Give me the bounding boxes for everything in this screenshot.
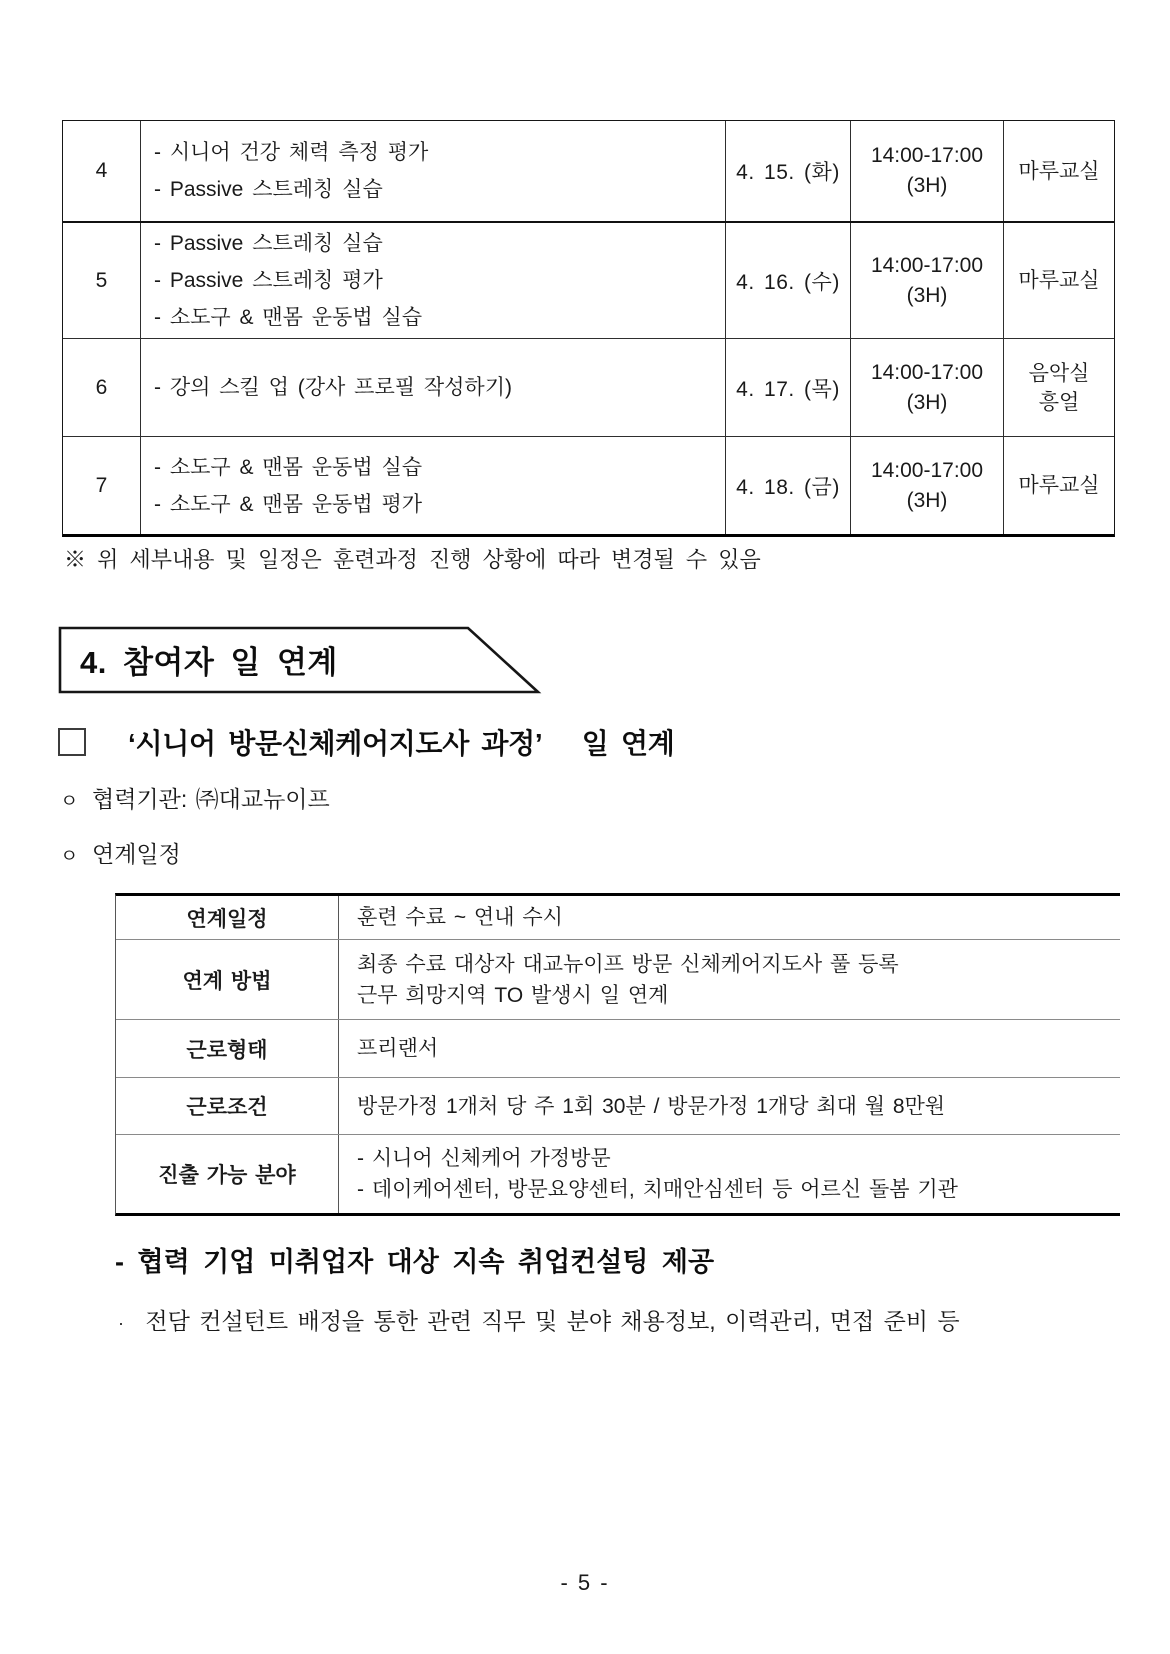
circle-bullet-icon: ㅇ xyxy=(60,846,79,867)
room-line: 마루교실 xyxy=(1018,269,1100,292)
consulting-text: 협력 기업 미취업자 대상 지속 취업컨설팅 제공 xyxy=(137,1247,715,1277)
session-date: 4. 16. (수) xyxy=(726,223,851,338)
session-content xyxy=(141,437,726,534)
table-row xyxy=(116,1020,1120,1078)
table-row xyxy=(63,339,1114,437)
time-range: 14:00-17:00 xyxy=(870,253,984,277)
session-time xyxy=(851,223,1004,338)
row-label: 근로형태 xyxy=(116,1020,339,1077)
content-line: - 강의 스킬 업 (강사 프로필 작성하기) xyxy=(154,376,512,399)
schedule-footnote: ※ 위 세부내용 및 일정은 훈련과정 진행 상황에 따라 변경될 수 있음 xyxy=(64,547,761,572)
time-hours: (3H) xyxy=(906,390,948,414)
session-content xyxy=(141,223,726,338)
table-row xyxy=(63,121,1114,223)
content-line: - Passive 스트레칭 실습 xyxy=(154,178,383,201)
consultant-text: 전담 컨설턴트 배정을 통한 관련 직무 및 분야 채용정보, 이력관리, 면접 준비 등 xyxy=(145,1308,960,1334)
section-title: 4. 참여자 일 연계 xyxy=(80,644,338,680)
value-line: 방문가정 1개처 당 주 1회 30분 / 방문가정 1개당 최대 월 8만원 xyxy=(357,1094,946,1118)
row-value xyxy=(339,1078,1120,1134)
content-line: - Passive 스트레칭 실습 xyxy=(154,232,383,255)
session-time xyxy=(851,121,1004,221)
table-row xyxy=(116,940,1120,1020)
room-line: 흥얼 xyxy=(1038,390,1080,414)
value-line: - 시니어 신체케어 가정방문 xyxy=(357,1147,611,1170)
room-line: 음악실 xyxy=(1028,361,1090,385)
square-bullet-icon xyxy=(58,728,86,756)
session-number: 6 xyxy=(63,339,141,436)
consultant-detail xyxy=(118,1303,960,1336)
subsection-title: ‘시니어 방문신체케어지도사 과정’ 일 연계 xyxy=(128,728,675,759)
time-hours: (3H) xyxy=(906,488,948,512)
time-hours: (3H) xyxy=(906,174,948,197)
session-date: 4. 17. (목) xyxy=(726,339,851,436)
table-row xyxy=(116,896,1120,940)
row-label: 연계 방법 xyxy=(116,940,339,1019)
session-content xyxy=(141,121,726,221)
content-line: - 소도구 & 맨몸 운동법 실습 xyxy=(154,306,423,329)
dash-marker: - xyxy=(115,1247,124,1277)
consulting-statement xyxy=(115,1240,714,1279)
content-line: - 소도구 & 맨몸 운동법 평가 xyxy=(154,492,423,516)
value-line: 프리랜서 xyxy=(357,1037,439,1060)
table-row xyxy=(63,223,1114,339)
table-row xyxy=(63,437,1114,534)
table-row xyxy=(116,1135,1120,1213)
room-line: 마루교실 xyxy=(1018,474,1100,497)
row-label: 연계일정 xyxy=(116,896,339,939)
row-value xyxy=(339,896,1120,939)
circle-bullet-icon: ㅇ xyxy=(60,791,79,812)
session-room xyxy=(1004,339,1114,436)
value-line: 최종 수료 대상자 대교뉴이프 방문 신체케어지도사 풀 등록 xyxy=(357,952,899,976)
bullet-line-schedule xyxy=(60,836,181,869)
value-line: 훈련 수료 ~ 연내 수시 xyxy=(357,906,563,929)
row-value xyxy=(339,1135,1120,1213)
value-line: 근무 희망지역 TO 발생시 일 연계 xyxy=(357,983,669,1007)
session-date: 4. 18. (금) xyxy=(726,437,851,534)
time-range: 14:00-17:00 xyxy=(870,144,984,167)
room-line: 마루교실 xyxy=(1018,159,1100,183)
section-banner xyxy=(58,626,542,696)
session-number: 7 xyxy=(63,437,141,534)
content-line: - 시니어 건강 체력 측정 평가 xyxy=(154,141,429,164)
session-time xyxy=(851,339,1004,436)
session-room xyxy=(1004,121,1114,221)
time-hours: (3H) xyxy=(906,283,948,307)
partner-text: 협력기관: ㈜대교뉴이프 xyxy=(92,786,330,812)
page-number: - 5 - xyxy=(560,1570,610,1595)
row-label: 진출 가능 분야 xyxy=(116,1135,339,1213)
session-date: 4. 15. (화) xyxy=(726,121,851,221)
schedule-text: 연계일정 xyxy=(92,841,181,867)
bullet-line-partner xyxy=(60,781,330,814)
session-number: 4 xyxy=(63,121,141,221)
schedule-table xyxy=(62,120,1115,537)
session-room xyxy=(1004,437,1114,534)
session-room xyxy=(1004,223,1114,338)
session-number: 5 xyxy=(63,223,141,338)
row-value xyxy=(339,940,1120,1019)
link-table xyxy=(115,893,1120,1216)
session-content xyxy=(141,339,726,436)
table-row xyxy=(116,1078,1120,1135)
value-line: - 데이케어센터, 방문요양센터, 치매안심센터 등 어르신 돌봄 기관 xyxy=(357,1178,958,1201)
time-range: 14:00-17:00 xyxy=(870,458,984,482)
dot-bullet-icon: · xyxy=(118,1313,124,1333)
content-line: - 소도구 & 맨몸 운동법 실습 xyxy=(154,455,423,479)
row-label: 근로조건 xyxy=(116,1078,339,1134)
session-time xyxy=(851,437,1004,534)
content-line: - Passive 스트레칭 평가 xyxy=(154,269,383,292)
time-range: 14:00-17:00 xyxy=(870,360,984,384)
subsection-heading xyxy=(58,722,675,762)
row-value xyxy=(339,1020,1120,1077)
